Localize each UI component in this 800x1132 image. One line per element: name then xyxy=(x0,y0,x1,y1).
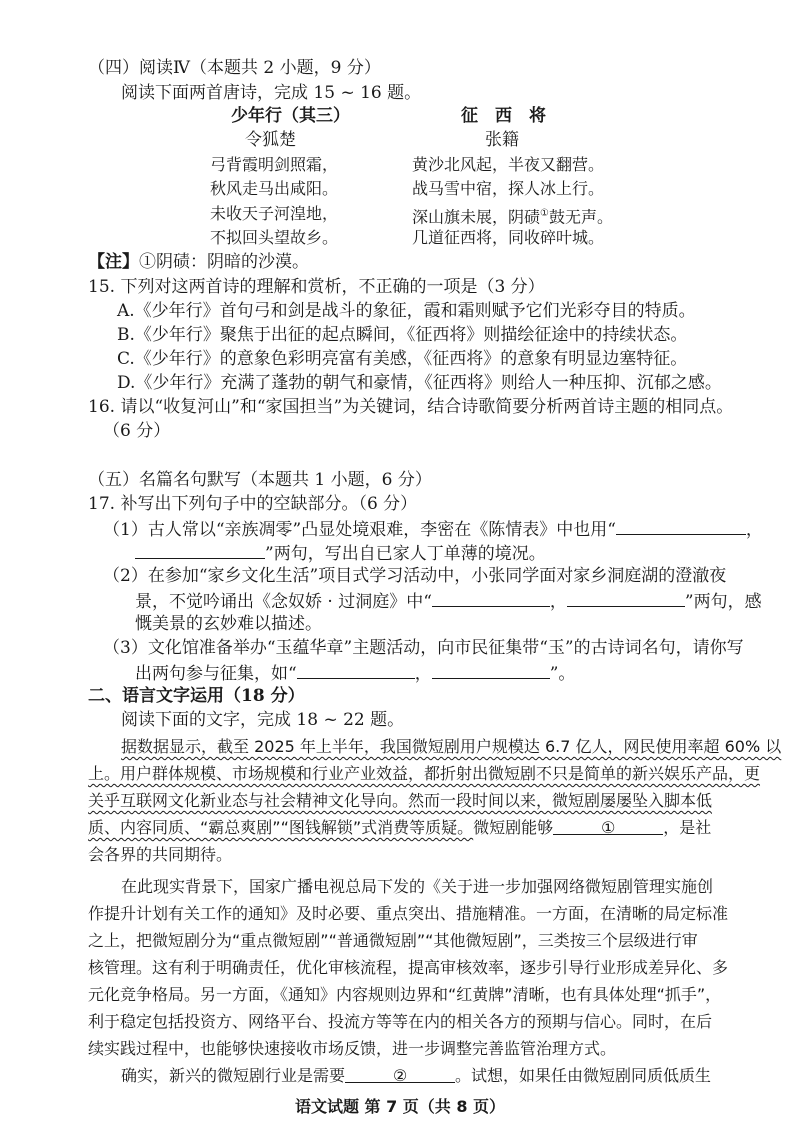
q16-points: （6 分） xyxy=(103,421,171,441)
answer-blank[interactable] xyxy=(432,660,550,679)
passage-text: 确实，新兴的微短剧行业是需要 xyxy=(121,1066,346,1085)
q15-stem: 15. 下列对这两首诗的理解和赏析，不正确的一项是（3 分） xyxy=(88,277,545,297)
section5-heading: （五）名篇名句默写（本题共 1 小题，6 分） xyxy=(88,470,432,490)
annotation-label: 【注】 xyxy=(88,252,139,272)
annotation-text: ①阴碛：阴暗的沙漠。 xyxy=(139,252,309,272)
note-marker: ① xyxy=(540,208,549,219)
q17-text: ”。 xyxy=(549,664,576,684)
q17-text: 出两句参与征集，如“ xyxy=(135,664,297,684)
q16-stem: 16. 请以“收复河山”和“家国担当”为关键词，结合诗歌简要分析两首诗主题的相同点。 xyxy=(88,397,734,417)
passage-text: 微短剧能够 xyxy=(473,818,554,837)
passage-line: 之上，把微短剧分为“重点微短剧”“普通微短剧”“其他微短剧”，三类按三个层级进行审 xyxy=(88,931,698,950)
q15-option-b: B.《少年行》聚焦于出征的起点瞬间，《征西将》则描绘征途中的持续状态。 xyxy=(117,325,688,345)
q17-text: （1）古人常以“亲族凋零”凸显处境艰难，李密在《陈情表》中也用“ xyxy=(103,520,616,540)
annotation xyxy=(88,250,309,274)
q17-text: ”两句，感 xyxy=(684,592,762,612)
section4-instruction: 阅读下面两首唐诗，完成 15 ~ 16 题。 xyxy=(121,83,422,103)
q15-option-a: A.《少年行》首句弓和剑是战斗的象征，霞和霜则赋予它们光彩夺目的特质。 xyxy=(117,301,696,321)
poem1-line: 未收天子河湟地， xyxy=(210,204,339,223)
poem1-line: 弓背霞明剑照霜， xyxy=(210,155,339,174)
passage-line: 在此现实背景下，国家广播电视总局下发的《关于进一步加强网络微短剧管理实施创 xyxy=(121,877,714,896)
section-language-heading: 二、语言文字运用（18 分） xyxy=(88,686,305,706)
answer-blank[interactable] xyxy=(616,516,746,535)
q17-text: 景，不觉吟诵出《念奴娇 · 过洞庭》中“ xyxy=(135,592,432,612)
passage-text: ，是社 xyxy=(663,818,712,837)
passage-line xyxy=(121,1064,711,1088)
q17-part1-line2 xyxy=(135,540,546,566)
blank-label: ① xyxy=(601,818,616,837)
answer-blank[interactable] xyxy=(297,660,415,679)
passage-line: 利于稳定包括投资方、网络平台、投流方等等在内的相关各方的预期与信心。同时，在后 xyxy=(88,1012,713,1031)
poem2-line: 黄沙北风起，半夜又翻营。 xyxy=(412,155,605,174)
passage-wavy-text: 质、内容同质、“霸总爽剧”“图钱解锁”式消费等质疑。 xyxy=(88,818,474,837)
q17-stem: 17. 补写出下列句子中的空缺部分。（6 分） xyxy=(88,494,418,514)
passage-line: 核管理。这有利于明确责任，优化审核流程，提高审核效率，逐步引导行业形成差异化、多 xyxy=(88,958,729,977)
poem1-line: 不拟回头望故乡。 xyxy=(210,228,339,247)
poem1-title: 少年行（其三） xyxy=(231,106,350,126)
poem2-line: 几道征西将，同收碎叶城。 xyxy=(412,228,605,247)
poem2-line: 战马雪中宿，探人冰上行。 xyxy=(412,179,605,198)
q17-part3-line2 xyxy=(135,660,575,686)
page-footer: 语文试题 第 7 页（共 8 页） xyxy=(294,1097,506,1116)
q17-text: ， xyxy=(414,664,432,684)
passage-line: 上。用户群体规模、市场规模和行业产业效益，都折射出微短剧不只是简单的新兴娱乐产品，更 xyxy=(88,764,761,783)
passage-blank-2[interactable] xyxy=(345,1064,455,1083)
poem2-author: 张籍 xyxy=(485,130,519,150)
passage-line: 会各界的共同期待。 xyxy=(88,845,233,864)
q17-part2-line3: 慨美景的玄妙难以描述。 xyxy=(135,614,322,634)
q15-option-d: D.《少年行》充满了蓬勃的朝气和豪情，《征西将》则给人一种压抑、沉郁之感。 xyxy=(117,373,722,393)
poem2-line-part: 深山旗未展，阴碛 xyxy=(412,207,541,227)
poem1-author: 令狐楚 xyxy=(245,130,296,150)
q17-part2-line2 xyxy=(135,588,762,614)
answer-blank[interactable] xyxy=(567,588,685,607)
q17-part3-line1: （3）文化馆准备举办“玉蕴华章”主题活动，向市民征集带“玉”的古诗词名句，请你写 xyxy=(103,638,744,658)
passage-line: 作提升计划有关工作的通知》及时必要、重点突出、措施精准。一方面，在清晰的局定标准 xyxy=(88,904,729,923)
q17-part2-line1: （2）在参加“家乡文化生活”项目式学习活动中，小张同学面对家乡洞庭湖的澄澈夜 xyxy=(103,566,727,586)
passage-line: 据数据显示，截至 2025 年上半年，我国微短剧用户规模达 6.7 亿人，网民使用率超 60% 以 xyxy=(121,737,782,756)
passage-line: 续实践过程中，也能够快速接收市场反馈，进一步调整完善监管治理方式。 xyxy=(88,1039,617,1058)
passage-line xyxy=(88,816,711,840)
answer-blank[interactable] xyxy=(135,540,265,559)
poem1-line: 秋风走马出咸阳。 xyxy=(210,179,339,198)
q17-part1-line1 xyxy=(103,516,763,542)
passage-blank-1[interactable] xyxy=(553,816,663,835)
q15-option-c: C.《少年行》的意象色彩明亮富有美感，《征西将》的意象有明显边塞特征。 xyxy=(117,349,688,369)
answer-blank[interactable] xyxy=(432,588,550,607)
passage-text: 。试想，如果任由微短剧同质低质生 xyxy=(455,1066,712,1085)
passage-line: 元化竞争格局。另一方面，《通知》内容规则边界和“红黄牌”清晰，也有具体处理“抓手”， xyxy=(88,985,722,1004)
section-language-instruction: 阅读下面的文字，完成 18 ~ 22 题。 xyxy=(121,710,405,730)
poem2-line-part: 鼓无声。 xyxy=(548,207,613,227)
q17-text: ， xyxy=(745,520,763,540)
q17-text: ”两句，写出自已家人丁单薄的境况。 xyxy=(265,544,546,564)
q17-text: ， xyxy=(549,592,567,612)
blank-label: ② xyxy=(392,1066,408,1085)
passage-line: 关乎互联网文化新业态与社会精神文化导向。然而一段时间以来，微短剧屡屡坠入脚本低 xyxy=(88,791,713,810)
poem2-title: 征 西 将 xyxy=(461,106,546,126)
section4-heading: （四）阅读Ⅳ（本题共 2 小题，9 分） xyxy=(88,58,381,78)
